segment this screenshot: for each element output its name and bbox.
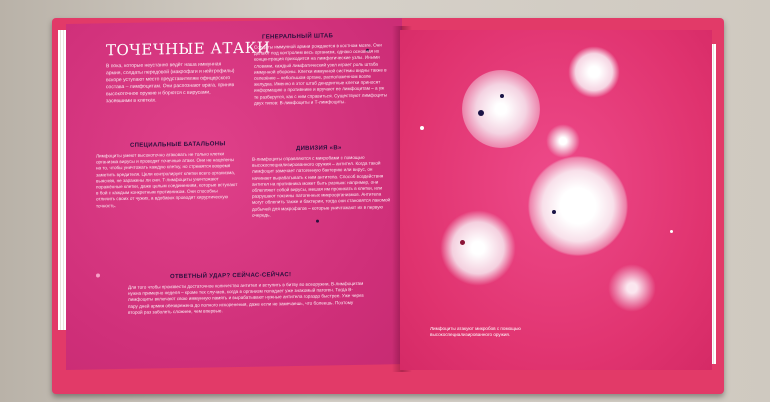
lymphocyte-cell <box>568 46 620 98</box>
lymphocyte-cell <box>546 124 580 158</box>
antibody-dot <box>420 126 424 130</box>
illustration-caption: Лимфоциты атакуют микробов с помощью высокоспециализированного оружия. <box>430 326 521 337</box>
special-text: Лимфоциты умеют высокоточно атаковать не только клетки организма вирусы и проводят точечные атаки. Они не нацелены на то, чтобы уничтожать каждую клетку, но стремятся вовремя заметить вредителя. Цели контролирует клетки всего организма, выясняя, не заражены ли они. Т-лимфоциты уничтожают поражённые клетки, даже целым соединениям, которые вступают в бой с каждым конкретным противником. Они способны отличить своих от чужих, а вдобавок проводят хирургическую точность. <box>96 151 238 209</box>
antibody-dot <box>478 110 484 116</box>
antibody-dot <box>460 240 465 245</box>
division-heading: ДИВИЗИЯ «В» <box>296 145 342 152</box>
special-heading: СПЕЦИАЛЬНЫЕ БАТАЛЬОНЫ <box>130 141 226 149</box>
speckle <box>316 220 319 223</box>
intro-text: В пока, которые неустанно ведёт наша иммунная армия, солдаты передовой (макрофаги и нейтрофилы) вскоре уступают место представителям офицерского состава – лимфоцитам. Они распознают врага, приняв высокоточное оружие и борются с вирусами, засевшими в клетках. <box>106 61 235 105</box>
lymphocyte-cell <box>462 70 540 148</box>
col2-heading: ГЕНЕРАЛЬНЫЙ ШТАБ <box>262 33 334 41</box>
right-page <box>400 30 712 370</box>
left-page <box>66 18 402 370</box>
page-title: ТОЧЕЧНЫЕ АТАКИ <box>106 38 271 60</box>
col2-text: Солдаты иммунной армии рождаются в костном мозге. Они делают под контролем весь организм, однако основная их концентрация приходится на лимфатические узлы. Иными словами, каждый лимфатический узел играет роль штаба иммунной обороны. Клетки иммунной системы видны также в селезёнке – небольшом органе, расположенном возле желудка. Именно в этот штаб дендритные клетки приносят информацию о противнике и вручают ее лимфоцитам – а уж те разберутся, как с ним справиться. Существуют лимфоциты двух типов: В-лимфоциты и Т-лимфоциты. <box>254 42 388 106</box>
answer-heading: ОТВЕТНЫЙ УДАР? СЕЙЧАС-СЕЙЧАС! <box>170 272 292 281</box>
division-text: В-лимфоциты справляются с микробами с помощью высокоспециализированного оружия – антител. Когда такой лимфоцит замечает патогенную бактерию или вирус, он начинает вырабатывать к ним антитела. Способ воздействия антител на противника может быть разным: например, они облепляют собой вирусы, мешая им проникать в клетки, или разрушают токсины патогенных микроорганизмов. Антитела могут облепить также и бактерии, тогда они становятся лакомой добычей для макрофагов – которые уничтожают их в первую очередь. <box>252 154 391 218</box>
antibody-dot <box>500 94 504 98</box>
lymphocyte-cell <box>608 264 656 312</box>
speckle <box>96 273 100 277</box>
antibody-dot <box>670 230 673 233</box>
lymphocyte-cell <box>528 156 628 256</box>
lymphocyte-cell <box>440 210 516 286</box>
antibody-dot <box>552 210 556 214</box>
answer-text: Для того чтобы произвести достаточное количество антител и вступить в битву во всеоружии, В-лимфоцитам нужна примерно неделя – кроме тех случаев, когда в организм попадает уже знакомый патоген. Тогда В-лимфоциты включают свою иммунную память и вырабатывают нужные антитела гораздо быстрее. Уже через пару дней армия обезврежена до полного искоренения, даже если не замечаешь, что болеешь. Поэтому второй раз заболеть сложнее, чем впервые. <box>128 280 364 315</box>
